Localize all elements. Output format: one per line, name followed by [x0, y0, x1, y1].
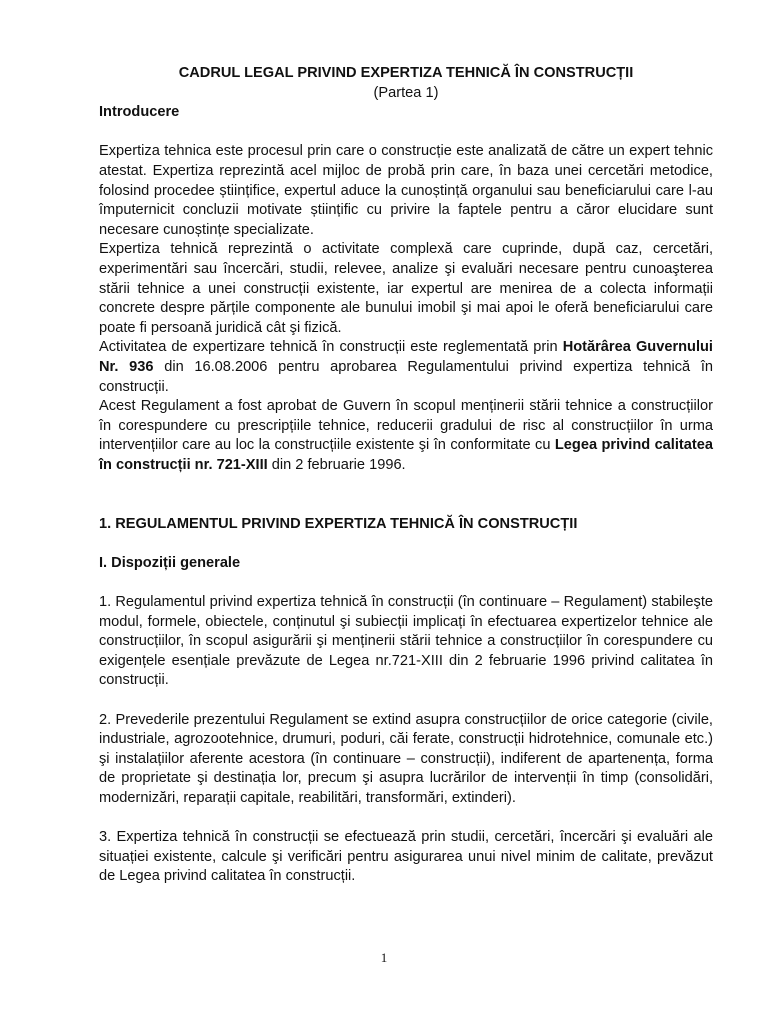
document-body [99, 64, 713, 887]
regulation-item-2: 2. Prevederile prezentului Regulament se extind asupra construcțiilor de orice categorie (civile, industriale, agrozootehnice, drumuri, poduri, căi ferate, construcții hidrotehnice, comunale etc.) şi instalațiilor aferente acestora (în continuare – construcții), indiferent de apartenența, forma de proprietate şi destinația lor, precum şi asupra lucrărilor de intervenții în timp (consolidări, modernizări, reparații capitale, reabilitări, transformări, extinderi). [99, 711, 713, 806]
intro-p3-text-b: din 16.08.2006 pentru aprobarea Regulamentului privind expertiza tehnică în construcții. [99, 358, 714, 395]
intro-p4-bold: Legea privind calitatea în construcții nr. 721-XIII [99, 437, 713, 473]
intro-heading: Introducere [99, 104, 180, 121]
intro-paragraph-3 [99, 338, 713, 397]
intro-paragraph-2: Expertiza tehnică reprezintă o activitate complexă care cuprinde, după caz, cercetări, experimentări sau încercări, studii, relevee, analize şi evaluări necesare pentru cunoaşterea stării tehnice a unei construcții existente, iar expertul are menirea de a colecta informații concrete despre părțile componente ale bunului imobil şi mai apoi le oferă beneficiarului care poate fi persoană juridică cât şi fizică. [99, 241, 713, 336]
intro-p4-text-a: Acest Regulament a fost aprobat de Guvern în scopul menținerii stării tehnice a construcțiilor în corespundere cu prescripțiile tehnice, reducerii gradului de risc al construcțiilor în urma intervențiilor care au loc la construcțiile existente şi în conformitate cu [99, 398, 713, 454]
regulation-item-3: 3. Expertiza tehnică în construcții se efectuează prin studii, cercetări, încercări şi evaluări ale situației existente, calcule şi verificări pentru asigurarea unui nivel minim de calitate, prevăzut de Legea privind calitatea în construcții. [99, 829, 713, 885]
page-number: 1 [380, 950, 388, 965]
intro-paragraph-1: Expertiza tehnica este procesul prin care o construcție este analizată de către un expert tehnic atestat. Expertiza reprezintă acel mijloc de probă prin care, în baza unei cercetări metodice, folosind procedee științifice, expertul aduce la cunoștință organului sau beneficiarului care l-au împuternicit concluzii motivate științific cu privire la faptele pentru a căror elucidare sunt necesare cunoștințe specializate. [99, 143, 713, 238]
document-subtitle: (Partea 1) [373, 84, 439, 101]
intro-p3-text-a: Activitatea de expertizare tehnică în construcții este reglementată prin [99, 339, 563, 356]
intro-p3-bold: Hotărârea Guvernului Nr. 936 [99, 339, 713, 375]
document-title: CADRUL LEGAL PRIVIND EXPERTIZA TEHNICĂ ÎN CONSTRUCȚII [178, 65, 634, 81]
intro-p4-text-b: din 2 februarie 1996. [267, 456, 406, 473]
regulation-item-1: 1. Regulamentul privind expertiza tehnică în construcții (în continuare – Regulament) stabileşte modul, formele, obiectele, conținutul şi subiecții implicați în efectuarea expertizelor tehnice ale construcțiilor, în scopul asigurării şi menținerii stării tehnice a construcțiilor în corespundere cu exigențele esențiale prevăzute de Legea nr.721-XIII din 2 februarie 1996 privind calitatea în construcții. [99, 594, 713, 689]
intro-paragraph-4 [99, 397, 713, 475]
section-1-heading: 1. REGULAMENTUL PRIVIND EXPERTIZA TEHNICĂ ÎN CONSTRUCȚII [99, 515, 578, 532]
subsection-heading: I. Dispoziții generale [99, 554, 241, 571]
